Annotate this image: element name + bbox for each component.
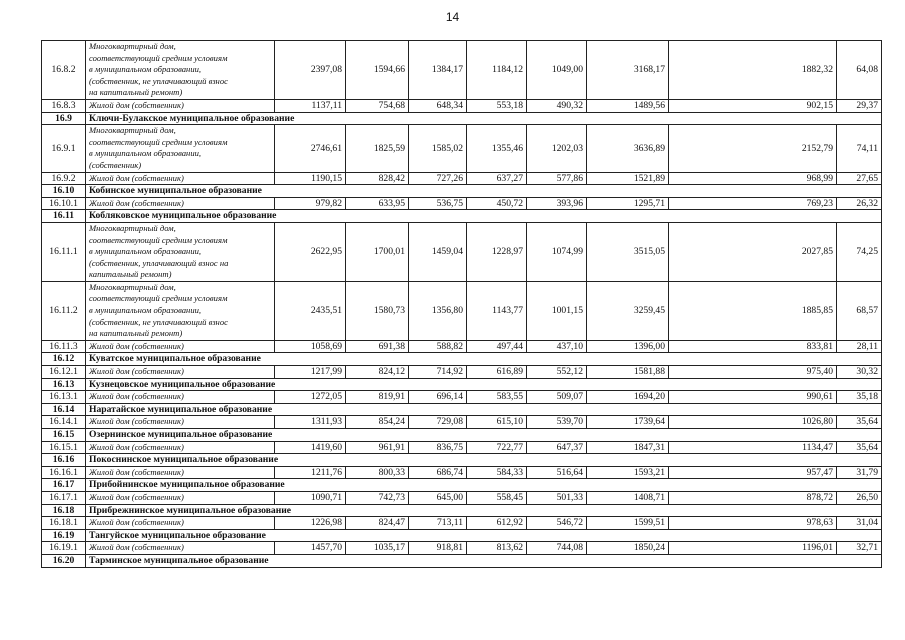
- value-cell: 918,81: [409, 542, 467, 555]
- row-code: 16.8.2: [42, 41, 86, 100]
- value-cell: 31,04: [837, 517, 882, 530]
- value-cell: 552,12: [527, 366, 587, 379]
- section-row: [42, 185, 882, 198]
- value-cell: 1035,17: [346, 542, 409, 555]
- value-cell: 35,64: [837, 441, 882, 454]
- value-cell: 1190,15: [275, 172, 346, 185]
- value-cell: 2622,95: [275, 222, 346, 281]
- value-cell: 1137,11: [275, 99, 346, 112]
- value-cell: 1074,99: [527, 222, 587, 281]
- section-title: Озернинское муниципальное образование: [86, 429, 882, 442]
- row-description: [86, 416, 275, 429]
- value-cell: 1143,77: [467, 281, 527, 340]
- value-cell: 74,11: [837, 125, 882, 172]
- row-description: [86, 41, 275, 100]
- value-cell: 32,71: [837, 542, 882, 555]
- value-cell: 1384,17: [409, 41, 467, 100]
- section-row: [42, 529, 882, 542]
- section-title: Тарминское муниципальное образование: [86, 554, 882, 567]
- value-cell: 3168,17: [587, 41, 669, 100]
- table-body: [42, 41, 882, 568]
- section-row: [42, 554, 882, 567]
- value-cell: 577,86: [527, 172, 587, 185]
- value-cell: 35,18: [837, 391, 882, 404]
- value-cell: 3515,05: [587, 222, 669, 281]
- value-cell: 615,10: [467, 416, 527, 429]
- value-cell: 450,72: [467, 197, 527, 210]
- value-cell: 1521,89: [587, 172, 669, 185]
- row-code: 16.8.3: [42, 99, 86, 112]
- value-cell: 686,74: [409, 466, 467, 479]
- value-cell: 1311,93: [275, 416, 346, 429]
- row-description: [86, 125, 275, 172]
- section-row: [42, 378, 882, 391]
- description-line: Жилой дом (собственник): [89, 391, 184, 402]
- table-row: [42, 416, 882, 429]
- value-cell: 2435,51: [275, 281, 346, 340]
- value-cell: 1585,02: [409, 125, 467, 172]
- value-cell: 558,45: [467, 491, 527, 504]
- value-cell: 1226,98: [275, 517, 346, 530]
- value-cell: 2027,85: [669, 222, 837, 281]
- value-cell: 637,27: [467, 172, 527, 185]
- value-cell: 393,96: [527, 197, 587, 210]
- value-cell: 516,64: [527, 466, 587, 479]
- description-line: капитальный ремонт): [89, 269, 172, 280]
- row-description: [86, 366, 275, 379]
- description-line: Жилой дом (собственник): [89, 441, 184, 452]
- row-code: 16.18.1: [42, 517, 86, 530]
- value-cell: 1581,88: [587, 366, 669, 379]
- row-code: 16.10: [42, 185, 86, 198]
- value-cell: 2152,79: [669, 125, 837, 172]
- row-code: 16.9.2: [42, 172, 86, 185]
- value-cell: 754,68: [346, 99, 409, 112]
- description-line: (собственник): [89, 159, 142, 170]
- value-cell: 553,18: [467, 99, 527, 112]
- row-code: 16.14: [42, 403, 86, 416]
- description-line: Жилой дом (собственник): [89, 99, 184, 110]
- value-cell: 2397,08: [275, 41, 346, 100]
- row-code: 16.14.1: [42, 416, 86, 429]
- value-cell: 1211,76: [275, 466, 346, 479]
- value-cell: 744,08: [527, 542, 587, 555]
- row-code: 16.11.2: [42, 281, 86, 340]
- value-cell: 1196,01: [669, 542, 837, 555]
- description-line: Многоквартирный дом,: [89, 125, 176, 136]
- value-cell: 878,72: [669, 491, 837, 504]
- section-title: Прибойнинское муниципальное образование: [86, 479, 882, 492]
- value-cell: 497,44: [467, 340, 527, 353]
- section-title: Прибрежнинское муниципальное образование: [86, 504, 882, 517]
- value-cell: 1228,97: [467, 222, 527, 281]
- row-description: [86, 542, 275, 555]
- row-code: 16.9: [42, 112, 86, 125]
- description-line: Жилой дом (собственник): [89, 466, 184, 477]
- description-line: Многоквартирный дом,: [89, 281, 176, 292]
- value-cell: 742,73: [346, 491, 409, 504]
- value-cell: 1459,04: [409, 222, 467, 281]
- description-line: Жилой дом (собственник): [89, 416, 184, 427]
- section-row: [42, 112, 882, 125]
- value-cell: 490,32: [527, 99, 587, 112]
- table-row: [42, 466, 882, 479]
- value-cell: 1850,24: [587, 542, 669, 555]
- value-cell: 828,42: [346, 172, 409, 185]
- value-cell: 536,75: [409, 197, 467, 210]
- description-line: Жилой дом (собственник): [89, 172, 184, 183]
- row-description: [86, 517, 275, 530]
- value-cell: 584,33: [467, 466, 527, 479]
- row-code: 16.12: [42, 353, 86, 366]
- value-cell: 64,08: [837, 41, 882, 100]
- row-code: 16.11.1: [42, 222, 86, 281]
- row-code: 16.16.1: [42, 466, 86, 479]
- value-cell: 29,37: [837, 99, 882, 112]
- row-description: [86, 441, 275, 454]
- section-row: [42, 210, 882, 223]
- value-cell: 1001,15: [527, 281, 587, 340]
- value-cell: 74,25: [837, 222, 882, 281]
- value-cell: 30,32: [837, 366, 882, 379]
- row-code: 16.9.1: [42, 125, 86, 172]
- value-cell: 1356,80: [409, 281, 467, 340]
- value-cell: 1594,66: [346, 41, 409, 100]
- value-cell: 957,47: [669, 466, 837, 479]
- section-title: Покоснинское муниципальное образование: [86, 454, 882, 467]
- description-line: в муниципальном образовании,: [89, 305, 202, 316]
- table-row: [42, 340, 882, 353]
- value-cell: 824,12: [346, 366, 409, 379]
- row-description: [86, 222, 275, 281]
- row-code: 16.15.1: [42, 441, 86, 454]
- value-cell: 1295,71: [587, 197, 669, 210]
- description-line: Жилой дом (собственник): [89, 366, 184, 377]
- row-description: [86, 466, 275, 479]
- value-cell: 813,62: [467, 542, 527, 555]
- table-row: [42, 441, 882, 454]
- table-row: [42, 125, 882, 172]
- value-cell: 854,24: [346, 416, 409, 429]
- value-cell: 975,40: [669, 366, 837, 379]
- value-cell: 1457,70: [275, 542, 346, 555]
- row-description: [86, 391, 275, 404]
- row-description: [86, 491, 275, 504]
- row-code: 16.13: [42, 378, 86, 391]
- value-cell: 833,81: [669, 340, 837, 353]
- value-cell: 990,61: [669, 391, 837, 404]
- section-title: Наратайское муниципальное образование: [86, 403, 882, 416]
- row-description: [86, 197, 275, 210]
- value-cell: 645,00: [409, 491, 467, 504]
- value-cell: 612,92: [467, 517, 527, 530]
- row-code: 16.17.1: [42, 491, 86, 504]
- value-cell: 633,95: [346, 197, 409, 210]
- value-cell: 2746,61: [275, 125, 346, 172]
- description-line: Жилой дом (собственник): [89, 197, 184, 208]
- section-title: Кузнецовское муниципальное образование: [86, 378, 882, 391]
- table-row: [42, 99, 882, 112]
- value-cell: 27,65: [837, 172, 882, 185]
- description-line: соответствующий средним условиям: [89, 293, 228, 304]
- value-cell: 68,57: [837, 281, 882, 340]
- table-row: [42, 517, 882, 530]
- value-cell: 961,91: [346, 441, 409, 454]
- row-code: 16.15: [42, 429, 86, 442]
- value-cell: 1739,64: [587, 416, 669, 429]
- value-cell: 583,55: [467, 391, 527, 404]
- section-row: [42, 403, 882, 416]
- description-line: соответствующий средним условиям: [89, 234, 228, 245]
- value-cell: 1408,71: [587, 491, 669, 504]
- value-cell: 978,63: [669, 517, 837, 530]
- value-cell: 1885,85: [669, 281, 837, 340]
- row-code: 16.17: [42, 479, 86, 492]
- table-row: [42, 281, 882, 340]
- value-cell: 616,89: [467, 366, 527, 379]
- value-cell: 800,33: [346, 466, 409, 479]
- value-cell: 1184,12: [467, 41, 527, 100]
- value-cell: 648,34: [409, 99, 467, 112]
- description-line: (собственник, уплачивающий взнос на: [89, 257, 229, 268]
- page-number: 14: [445, 10, 460, 24]
- row-code: 16.19.1: [42, 542, 86, 555]
- value-cell: 1134,47: [669, 441, 837, 454]
- value-cell: 729,08: [409, 416, 467, 429]
- section-row: [42, 429, 882, 442]
- description-line: в муниципальном образовании,: [89, 246, 202, 257]
- value-cell: 35,64: [837, 416, 882, 429]
- section-title: Кобинское муниципальное образование: [86, 185, 882, 198]
- value-cell: 26,50: [837, 491, 882, 504]
- description-line: Многоквартирный дом,: [89, 41, 176, 51]
- row-code: 16.11: [42, 210, 86, 223]
- value-cell: 714,92: [409, 366, 467, 379]
- description-line: Жилой дом (собственник): [89, 340, 184, 351]
- description-line: в муниципальном образовании,: [89, 148, 202, 159]
- value-cell: 501,33: [527, 491, 587, 504]
- value-cell: 1355,46: [467, 125, 527, 172]
- row-code: 16.11.3: [42, 340, 86, 353]
- description-line: на капитальный ремонт): [89, 87, 183, 98]
- description-line: (собственник, не уплачивающий взнос: [89, 75, 228, 86]
- value-cell: 691,38: [346, 340, 409, 353]
- value-cell: 1825,59: [346, 125, 409, 172]
- value-cell: 647,37: [527, 441, 587, 454]
- value-cell: 539,70: [527, 416, 587, 429]
- section-row: [42, 353, 882, 366]
- value-cell: 1272,05: [275, 391, 346, 404]
- description-line: в муниципальном образовании,: [89, 64, 202, 75]
- value-cell: 3259,45: [587, 281, 669, 340]
- row-description: [86, 172, 275, 185]
- value-cell: 588,82: [409, 340, 467, 353]
- description-line: Жилой дом (собственник): [89, 517, 184, 528]
- value-cell: 1026,80: [669, 416, 837, 429]
- value-cell: 824,47: [346, 517, 409, 530]
- value-cell: 902,15: [669, 99, 837, 112]
- section-title: Кобляковское муниципальное образование: [86, 210, 882, 223]
- value-cell: 1489,56: [587, 99, 669, 112]
- value-cell: 1202,03: [527, 125, 587, 172]
- value-cell: 1599,51: [587, 517, 669, 530]
- section-title: Тангуйское муниципальное образование: [86, 529, 882, 542]
- row-description: [86, 99, 275, 112]
- value-cell: 1090,71: [275, 491, 346, 504]
- value-cell: 1049,00: [527, 41, 587, 100]
- row-code: 16.10.1: [42, 197, 86, 210]
- section-row: [42, 479, 882, 492]
- description-line: (собственник, не уплачивающий взнос: [89, 316, 228, 327]
- value-cell: 1580,73: [346, 281, 409, 340]
- row-code: 16.13.1: [42, 391, 86, 404]
- description-line: на капитальный ремонт): [89, 328, 183, 339]
- value-cell: 1058,69: [275, 340, 346, 353]
- value-cell: 1217,99: [275, 366, 346, 379]
- section-row: [42, 504, 882, 517]
- table-row: [42, 197, 882, 210]
- section-title: Куватское муниципальное образование: [86, 353, 882, 366]
- row-code: 16.12.1: [42, 366, 86, 379]
- description-line: Жилой дом (собственник): [89, 542, 184, 553]
- value-cell: 1593,21: [587, 466, 669, 479]
- value-cell: 1419,60: [275, 441, 346, 454]
- value-cell: 836,75: [409, 441, 467, 454]
- value-cell: 696,14: [409, 391, 467, 404]
- value-cell: 3636,89: [587, 125, 669, 172]
- value-cell: 1847,31: [587, 441, 669, 454]
- section-row: [42, 454, 882, 467]
- value-cell: 1700,01: [346, 222, 409, 281]
- row-code: 16.16: [42, 454, 86, 467]
- value-cell: 1694,20: [587, 391, 669, 404]
- row-description: [86, 340, 275, 353]
- value-cell: 31,79: [837, 466, 882, 479]
- value-cell: 968,99: [669, 172, 837, 185]
- table-row: [42, 491, 882, 504]
- value-cell: 713,11: [409, 517, 467, 530]
- table-row: [42, 172, 882, 185]
- value-cell: 26,32: [837, 197, 882, 210]
- value-cell: 769,23: [669, 197, 837, 210]
- table-row: [42, 41, 882, 100]
- description-line: соответствующий средним условиям: [89, 52, 228, 63]
- description-line: соответствующий средним условиям: [89, 136, 228, 147]
- value-cell: 722,77: [467, 441, 527, 454]
- table-row: [42, 366, 882, 379]
- value-cell: 437,10: [527, 340, 587, 353]
- value-cell: 1396,00: [587, 340, 669, 353]
- row-code: 16.20: [42, 554, 86, 567]
- value-cell: 819,91: [346, 391, 409, 404]
- value-cell: 979,82: [275, 197, 346, 210]
- table-row: [42, 222, 882, 281]
- row-code: 16.19: [42, 529, 86, 542]
- value-cell: 546,72: [527, 517, 587, 530]
- row-code: 16.18: [42, 504, 86, 517]
- tariff-table: [41, 40, 882, 568]
- table-row: [42, 542, 882, 555]
- description-line: Жилой дом (собственник): [89, 491, 184, 502]
- value-cell: 509,07: [527, 391, 587, 404]
- value-cell: 1882,32: [669, 41, 837, 100]
- row-description: [86, 281, 275, 340]
- value-cell: 28,11: [837, 340, 882, 353]
- table-row: [42, 391, 882, 404]
- section-title: Ключи-Булакское муниципальное образование: [86, 112, 882, 125]
- value-cell: 727,26: [409, 172, 467, 185]
- description-line: Многоквартирный дом,: [89, 222, 176, 233]
